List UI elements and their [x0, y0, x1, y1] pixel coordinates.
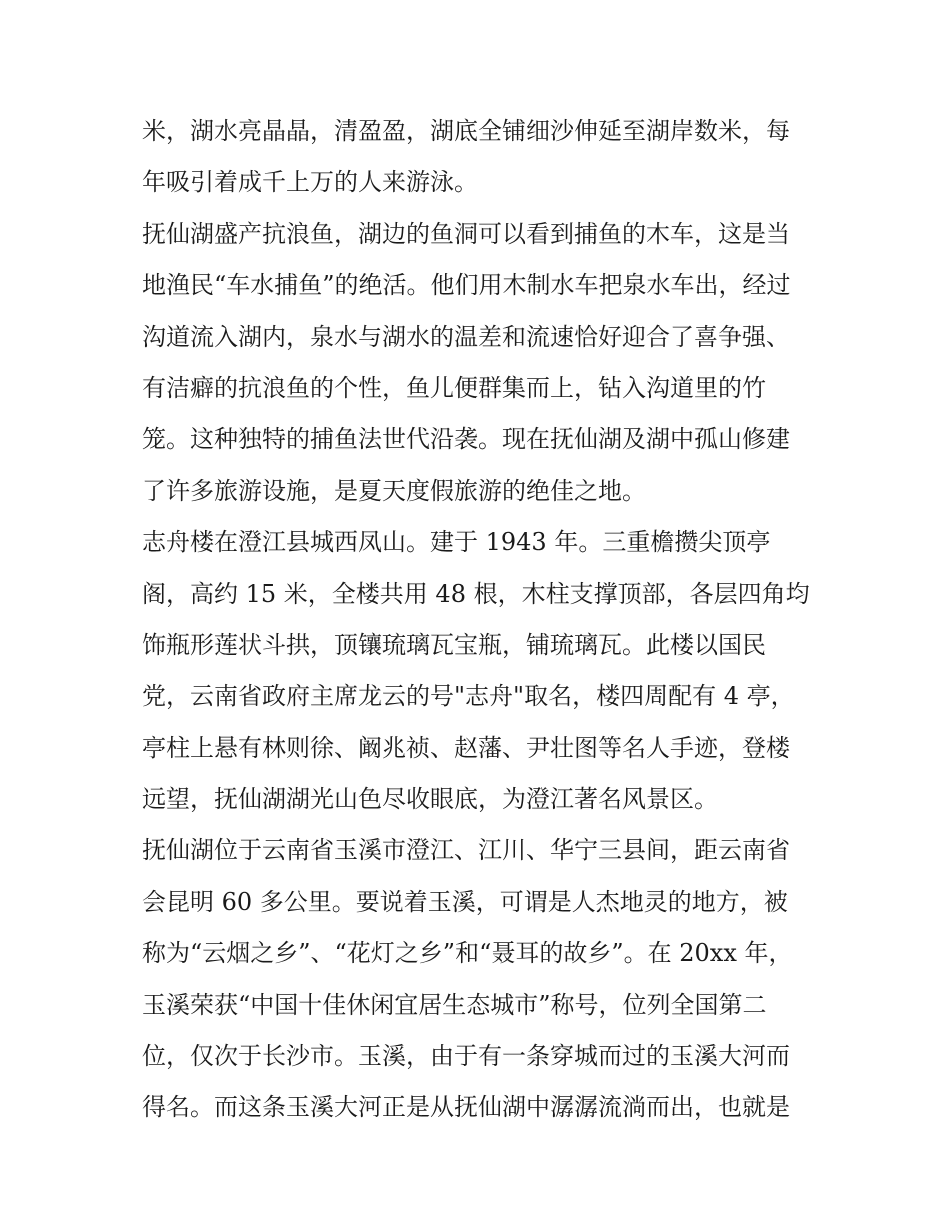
text-line: 得名。而这条玉溪大河正是从抚仙湖中潺潺流淌而出，也就是	[142, 1093, 790, 1122]
text-line: 亭柱上悬有林则徐、阚兆祯、赵藩、尹壮图等名人手迹，登楼	[142, 733, 790, 762]
text-line: 了许多旅游设施，是夏天度假旅游的绝佳之地。	[142, 476, 646, 505]
text-line: 志舟楼在澄江县城西凤山。建于 1943 年。三重檐攒尖顶亭	[142, 528, 771, 557]
text-line: 称为“云烟之乡”、“花灯之乡”和“聂耳的故乡”。在 20xx 年，	[142, 939, 793, 968]
text-line: 米，湖水亮晶晶，清盈盈，湖底全铺细沙伸延至湖岸数米，每	[142, 117, 790, 145]
text-line: 笼。这种独特的捕鱼法世代沿袭。现在抚仙湖及湖中孤山修建	[142, 425, 790, 454]
body-text	[142, 106, 822, 1134]
text-line: 远望，抚仙湖湖光山色尽收眼底，为澄江著名风景区。	[142, 785, 718, 814]
text-line: 沟道流入湖内，泉水与湖水的温差和流速恰好迎合了喜争强、	[142, 322, 790, 351]
text-line: 阁，高约 15 米，全楼共用 48 根，木柱支撑顶部，各层四角均	[142, 579, 810, 608]
text-line: 饰瓶形莲状斗拱，顶镶琉璃瓦宝瓶，铺琉璃瓦。此楼以国民	[142, 630, 766, 659]
text-line: 抚仙湖位于云南省玉溪市澄江、江川、华宁三县间，距云南省	[142, 836, 790, 865]
text-line: 党，云南省政府主席龙云的号"志舟"取名，楼四周配有 4 亭，	[142, 682, 795, 711]
text-line: 位，仅次于长沙市。玉溪，由于有一条穿城而过的玉溪大河而	[142, 1042, 790, 1071]
text-line: 会昆明 60 多公里。要说着玉溪，可谓是人杰地灵的地方，被	[142, 887, 788, 916]
text-line: 有洁癖的抗浪鱼的个性，鱼儿便群集而上，钻入沟道里的竹	[142, 373, 766, 402]
text-line: 玉溪荣获“中国十佳休闲宜居生态城市”称号，位列全国第二	[142, 990, 767, 1019]
text-line: 地渔民“车水捕鱼”的绝活。他们用木制水车把泉水车出，经过	[142, 271, 791, 300]
text-line: 年吸引着成千上万的人来游泳。	[142, 168, 478, 197]
text-line: 抚仙湖盛产抗浪鱼，湖边的鱼洞可以看到捕鱼的木车，这是当	[142, 219, 790, 248]
